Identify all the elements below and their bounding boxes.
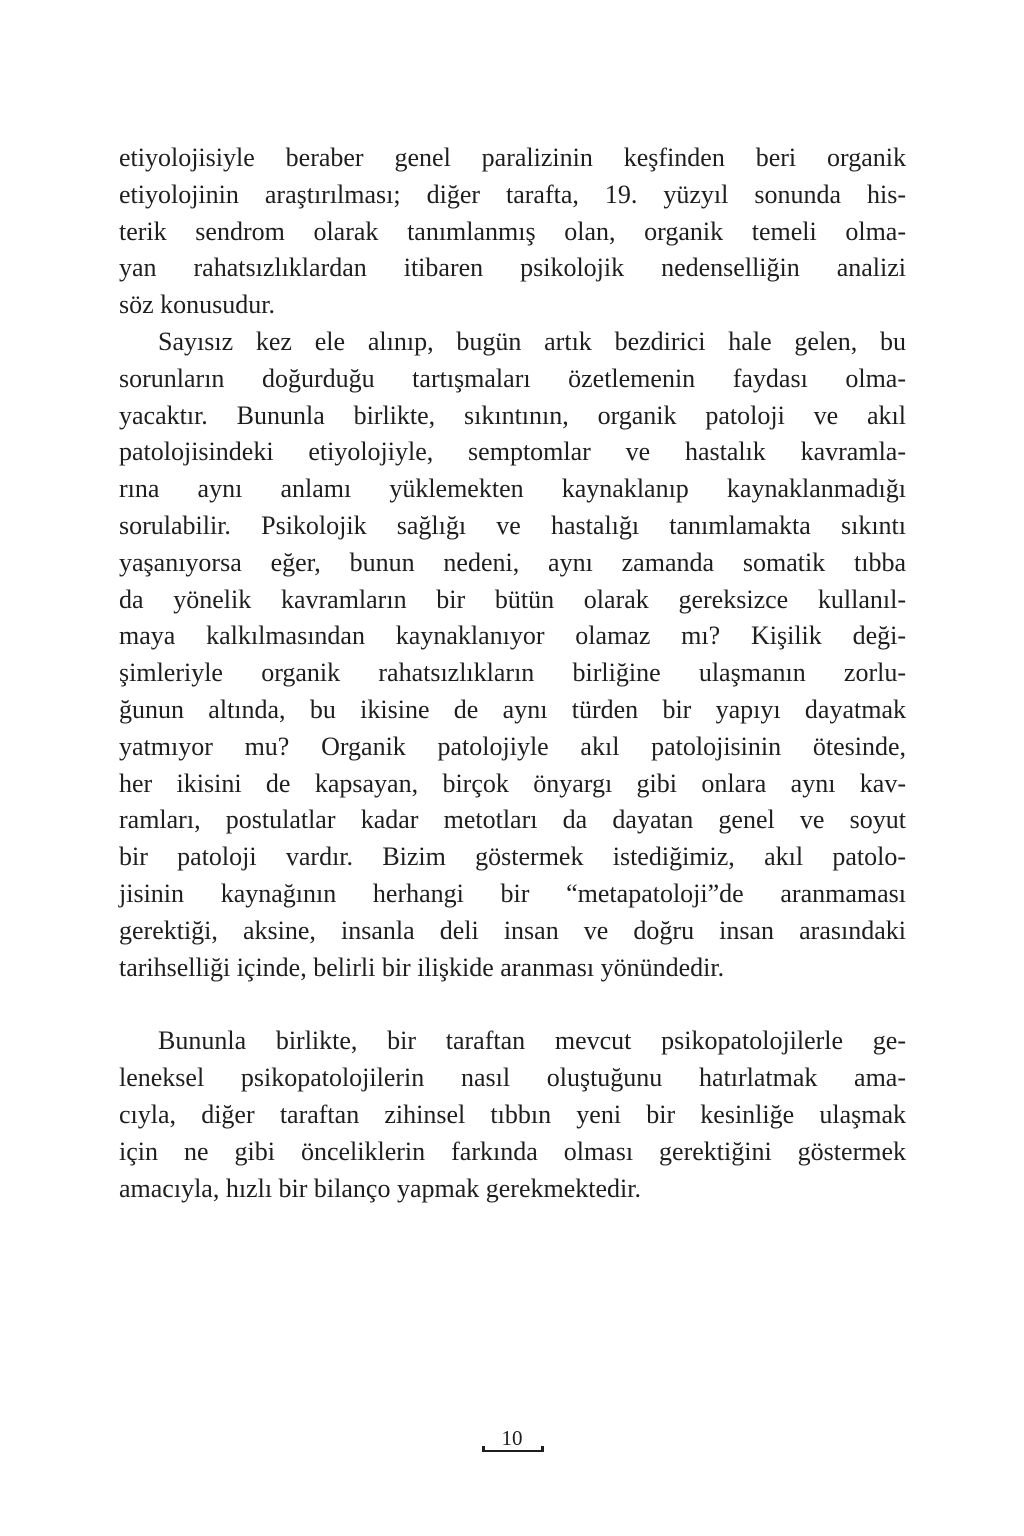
text-line: jisinin kaynağının herhangi bir “metapatoloji”de aranmaması (119, 878, 906, 908)
text-line: söz konusudur. (119, 290, 275, 320)
text-line: ğunun altında, bu ikisine de aynı türden bir yapıyı dayatmak (119, 694, 906, 724)
text-line: Bununla birlikte, bir taraftan mevcut psikopatolojilerle ge- (158, 1026, 906, 1056)
paragraph-2 (119, 324, 906, 986)
page-number-rule (482, 1450, 544, 1452)
paragraph-1 (119, 140, 906, 324)
text-line: yan rahatsızlıklardan itibaren psikolojik nedenselliğin analizi (119, 253, 906, 283)
text-line: leneksel psikopatolojilerin nasıl oluştuğunu hatırlatmak ama- (119, 1063, 906, 1093)
text-line: terik sendrom olarak tanımlanmış olan, organik temeli olma- (119, 216, 906, 246)
text-line: tarihselliği içinde, belirli bir ilişkide aranması yönündedir. (119, 952, 725, 982)
text-line: için ne gibi önceliklerin farkında olması gerektiğini göstermek (119, 1136, 906, 1166)
text-line: yatmıyor mu? Organik patolojiyle akıl patolojisinin ötesinde, (119, 731, 906, 761)
text-line: rına aynı anlamı yüklemekten kaynaklanıp kaynaklanmadığı (119, 474, 906, 504)
paragraph-spacer (119, 986, 906, 1023)
text-line: da yönelik kavramların bir bütün olarak gereksizce kullanıl- (119, 584, 906, 614)
text-line: patolojisindeki etiyolojiyle, semptomlar ve hastalık kavramla- (119, 437, 906, 467)
page-number: 10 (501, 1426, 523, 1450)
text-line: şimleriyle organik rahatsızlıkların birliğine ulaşmanın zorlu- (119, 658, 906, 688)
body-text (119, 140, 906, 1207)
text-line: gerektiği, aksine, insanla deli insan ve doğru insan arasındaki (119, 915, 906, 945)
paragraph-3 (119, 1023, 906, 1207)
text-line: her ikisini de kapsayan, birçok önyargı gibi onlara aynı kav- (119, 768, 906, 798)
text-line: sorulabilir. Psikolojik sağlığı ve hastalığı tanımlamakta sıkıntı (119, 510, 906, 540)
text-line: cıyla, diğer taraftan zihinsel tıbbın yeni bir kesinliğe ulaşmak (119, 1099, 906, 1129)
text-line: yacaktır. Bununla birlikte, sıkıntının, organik patoloji ve akıl (119, 400, 906, 430)
text-line: bir patoloji vardır. Bizim göstermek istediğimiz, akıl patolo- (119, 842, 906, 872)
text-line: maya kalkılmasından kaynaklanıyor olamaz mı? Kişilik deği- (119, 621, 906, 651)
text-line: amacıyla, hızlı bir bilanço yapmak gerekmektedir. (119, 1173, 641, 1203)
text-line: etiyolojisiyle beraber genel paralizinin keşfinden beri organik (119, 143, 906, 172)
text-line: sorunların doğurduğu tartışmaları özetlemenin faydası olma- (119, 363, 906, 393)
text-line: ramları, postulatlar kadar metotları da dayatan genel ve soyut (119, 805, 906, 835)
text-line: yaşanıyorsa eğer, bunun nedeni, aynı zamanda somatik tıbba (119, 547, 906, 577)
text-line: etiyolojinin araştırılması; diğer tarafta, 19. yüzyıl sonunda his- (119, 179, 906, 209)
text-line: Sayısız kez ele alınıp, bugün artık bezdirici hale gelen, bu (158, 326, 906, 356)
